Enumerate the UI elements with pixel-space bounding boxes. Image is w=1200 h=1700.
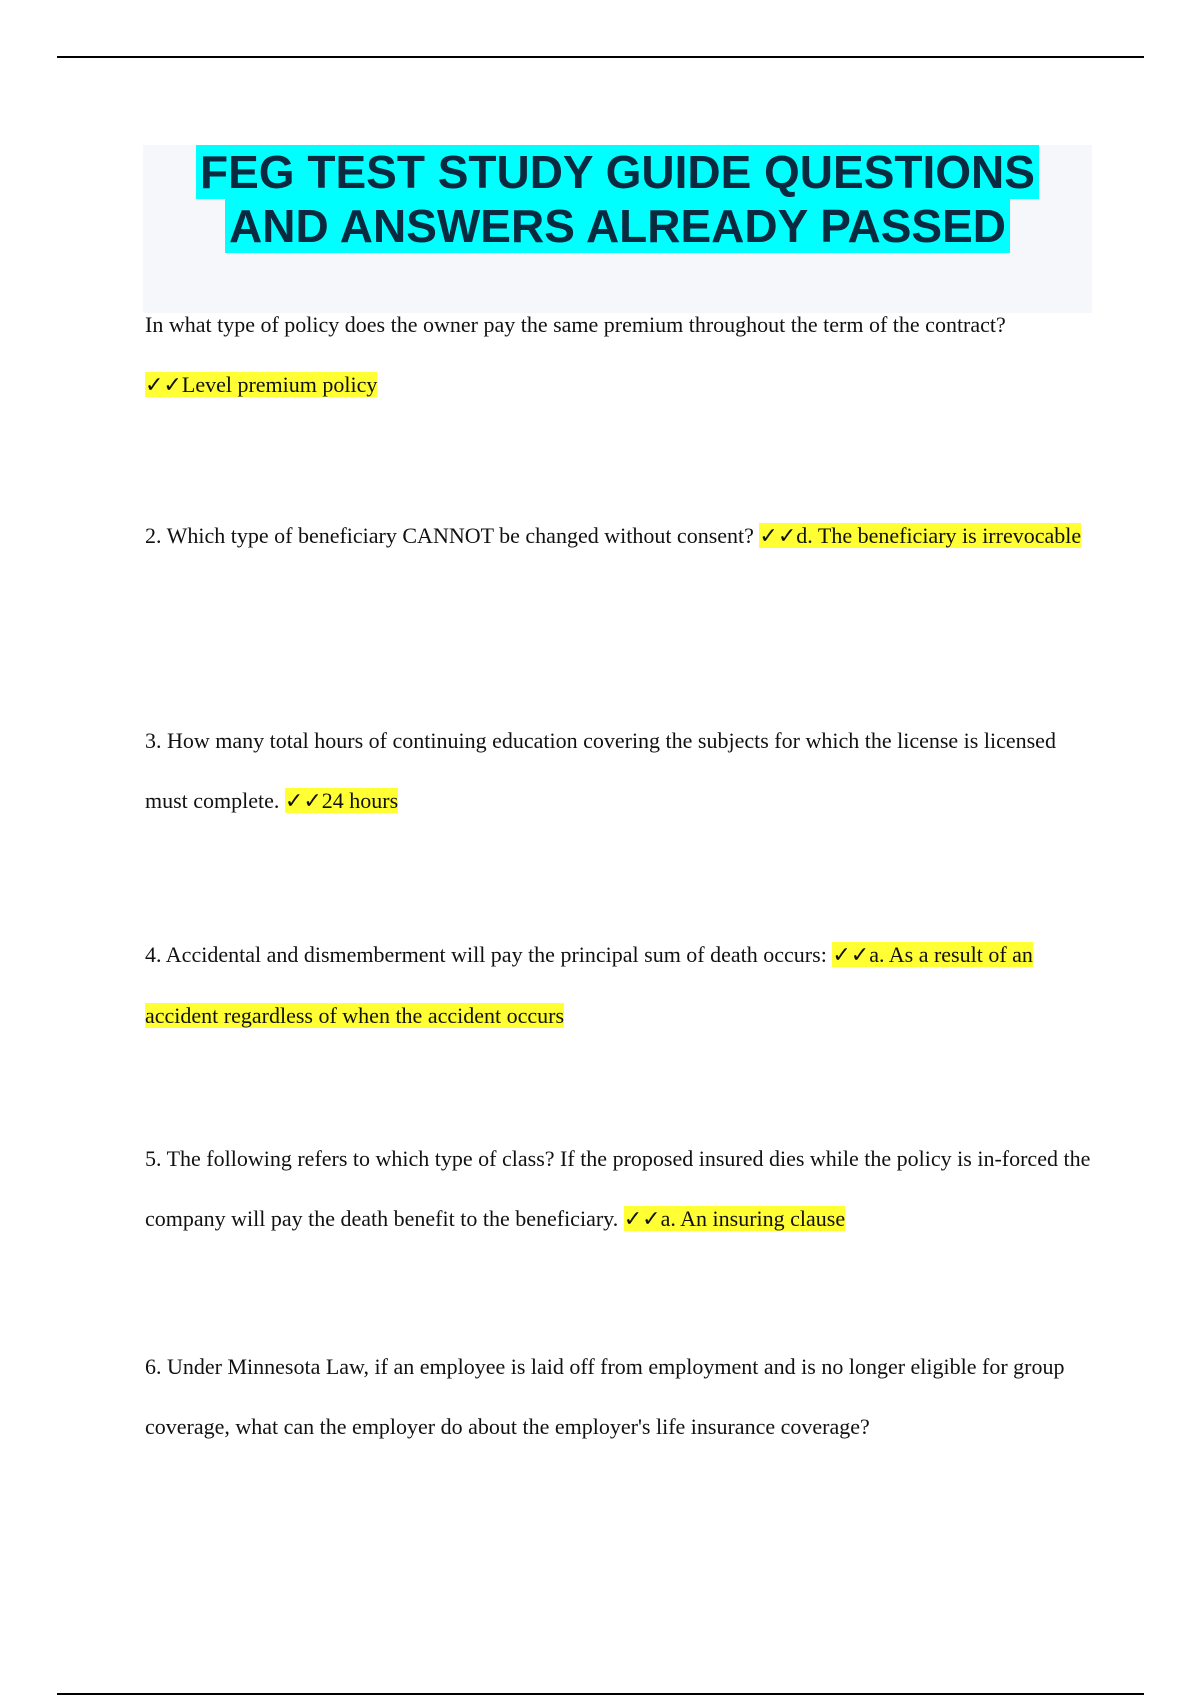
document-title-line-2: AND ANSWERS ALREADY PASSED <box>225 199 1010 253</box>
double-check-icon: ✓✓ <box>759 524 797 549</box>
double-check-icon: ✓✓ <box>145 373 182 398</box>
question-text: 2. Which type of beneficiary CANNOT be changed without consent? <box>145 523 754 548</box>
answer-text: a. An insuring clause <box>660 1206 846 1231</box>
double-check-icon: ✓✓ <box>284 789 322 814</box>
question-item <box>145 295 1095 416</box>
question-item <box>145 506 1095 567</box>
answer-text: a. As a result of an accident regardless of when the accident occurs <box>145 942 1033 1028</box>
answer-highlight <box>285 788 398 813</box>
footer-rule <box>57 1693 1144 1695</box>
header-rule <box>57 56 1144 58</box>
question-item <box>145 1337 1095 1457</box>
title-block <box>143 145 1092 313</box>
question-text: In what type of policy does the owner pay the same premium throughout the term of the contract? <box>145 312 1006 337</box>
answer-highlight <box>624 1206 845 1231</box>
question-item <box>145 711 1095 832</box>
question-text: 3. How many total hours of continuing education covering the subjects for which the license is licensed must complete. <box>145 728 1056 813</box>
double-check-icon: ✓✓ <box>832 943 870 968</box>
answer-text: 24 hours <box>321 788 399 813</box>
question-text: 6. Under Minnesota Law, if an employee is laid off from employment and is no longer eligible for group coverage, what can the employer do about the employer's life insurance coverage? <box>145 1354 1065 1439</box>
answer-highlight <box>145 372 377 397</box>
question-item <box>145 925 1095 1046</box>
answer-highlight <box>759 523 1081 548</box>
question-text: 4. Accidental and dismemberment will pay the principal sum of death occurs: <box>145 942 827 967</box>
answer-text: d. The beneficiary is irrevocable <box>796 523 1082 548</box>
question-text: 5. The following refers to which type of class? If the proposed insured dies while the policy is in-forced the company will pay the death benefit to the beneficiary. <box>145 1146 1091 1231</box>
document-title-line-1: FEG TEST STUDY GUIDE QUESTIONS <box>196 145 1039 199</box>
answer-text: Level premium policy <box>181 372 378 397</box>
double-check-icon: ✓✓ <box>623 1207 661 1232</box>
question-item <box>145 1129 1095 1250</box>
